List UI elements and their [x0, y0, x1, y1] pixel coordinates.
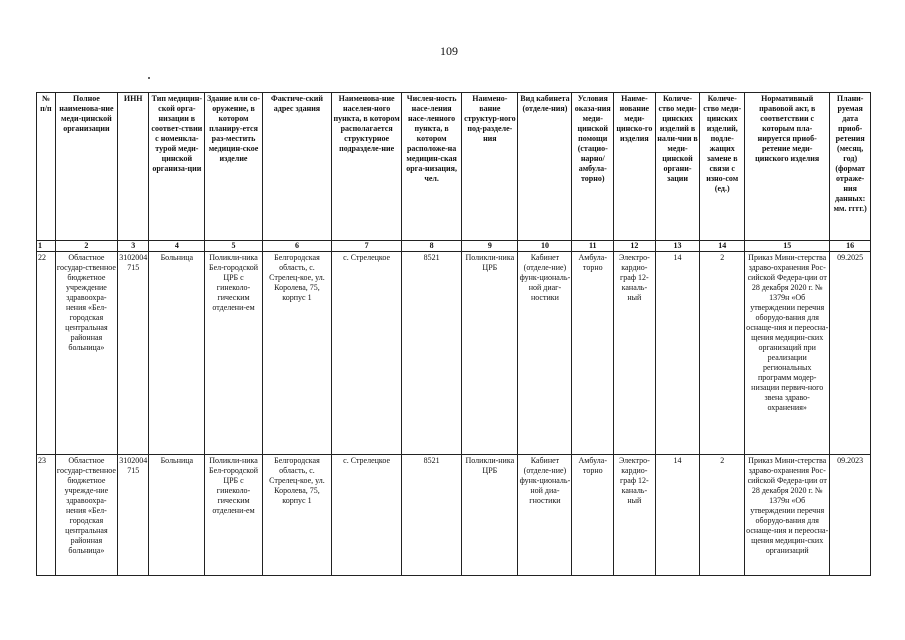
- table-row: [37, 455, 871, 576]
- building-cell: Поликли-ника Бел-городской ЦРБ с гинеколо-гическим отделени-ем: [205, 455, 262, 576]
- header-cell: Тип медицин-ской орга-низации в соответ-ствии с номенкла-турой меди-цинской организа-ции: [149, 93, 205, 241]
- header-cell: Наиме-нование меди-цинско-го изделия: [614, 93, 656, 241]
- header-cell: ИНН: [118, 93, 149, 241]
- population-cell: 8521: [401, 252, 461, 455]
- header-cell: Количе-ство меди-цинских изделий, подле-жащих замене в связи с изно-сом (ед.): [700, 93, 745, 241]
- header-cell: Наимено-вание структур-ного под-разделе-ния: [462, 93, 518, 241]
- page-number: 109: [440, 44, 458, 58]
- org-type-cell: Больница: [149, 252, 205, 455]
- table-row: [37, 252, 871, 455]
- header-cell: Плани-руемая дата приоб-ретения (месяц, год) (формат отраже-ния данных: мм. гггг.): [830, 93, 871, 241]
- row-number: 22: [37, 252, 56, 455]
- column-number: 10: [518, 241, 572, 252]
- settlement-cell: с. Стрелецкое: [332, 252, 402, 455]
- org-name-cell: Областное государ-ственное бюджетное учреждение здравоохра-нения «Бел-городская центральная районная больница»: [55, 252, 117, 455]
- column-number: 6: [262, 241, 332, 252]
- division-cell: Поликли-ника ЦРБ: [462, 455, 518, 576]
- device-cell: Электро-кардио-граф 12-каналь-ный: [614, 455, 656, 576]
- inn-cell: 3102004715: [118, 455, 149, 576]
- qty-available-cell: 14: [655, 252, 700, 455]
- inn-cell: 3102004715: [118, 252, 149, 455]
- header-cell: Нормативный правовой акт, в соответствии с которым пла-нируется приоб-ретение меди-цинского изделия: [745, 93, 830, 241]
- column-number: 14: [700, 241, 745, 252]
- column-number: 15: [745, 241, 830, 252]
- qty-available-cell: 14: [655, 455, 700, 576]
- settlement-cell: с. Стрелецкое: [332, 455, 402, 576]
- date-cell: 09.2023: [830, 455, 871, 576]
- header-cell: Условия оказа-ния меди-цинской помощи (стацио-нарно/ амбула-торно): [572, 93, 614, 241]
- column-number: 7: [332, 241, 402, 252]
- division-cell: Поликли-ника ЦРБ: [462, 252, 518, 455]
- header-row: [37, 93, 871, 241]
- header-cell: Наименова-ние населен-ного пункта, в котором располагается структурное подразделе-ние: [332, 93, 402, 241]
- org-name-cell: Областное государ-ственное бюджетное учрежде-ние здравоохра-нения «Бел-городская центральная районная больница»: [55, 455, 117, 576]
- column-number: 2: [55, 241, 117, 252]
- header-cell: Полное наименова-ние меди-цинской организации: [55, 93, 117, 241]
- qty-replace-cell: 2: [700, 252, 745, 455]
- address-cell: Белгородская область, с. Стрелец-кое, ул. Королева, 75, корпус 1: [262, 252, 332, 455]
- column-number: 1: [37, 241, 56, 252]
- conditions-cell: Амбула-торно: [572, 455, 614, 576]
- header-cell: Вид кабинета (отделе-ния): [518, 93, 572, 241]
- legal-act-cell: Приказ Мини-стерства здраво-охранения Рос-сийской Федера-ции от 28 декабря 2020 г. № 1379н «Об утверждении перечня оборудо-вания для оснаще-ния и переосна-щения медицин-ских организаций при реализации региональных программ модер-низации первич-ного звена здраво-охранения»: [745, 252, 830, 455]
- column-number: 16: [830, 241, 871, 252]
- header-cell: Здание или со-оружение, в котором планиру-ется раз-местить медицин-ское изделие: [205, 93, 262, 241]
- qty-replace-cell: 2: [700, 455, 745, 576]
- column-number: 8: [401, 241, 461, 252]
- column-number: 4: [149, 241, 205, 252]
- column-number: 9: [462, 241, 518, 252]
- header-cell: Количе-ство меди-цинских изделий в нали-чии в меди-цинской органи-зации: [655, 93, 700, 241]
- device-cell: Электро-кардио-граф 12-каналь-ный: [614, 252, 656, 455]
- equipment-table-container: [36, 92, 871, 576]
- cabinet-cell: Кабинет (отделе-ние) функ-циональ-ной диаг-ностики: [518, 252, 572, 455]
- population-cell: 8521: [401, 455, 461, 576]
- column-number: 5: [205, 241, 262, 252]
- building-cell: Поликли-ника Бел-городской ЦРБ с гинеколо-гическим отделени-ем: [205, 252, 262, 455]
- address-cell: Белгородская область, с. Стрелец-кое, ул. Королева, 75, корпус 1: [262, 455, 332, 576]
- header-cell: Числен-ность насе-ления насе-ленного пункта, в котором расположе-на медицин-ская орга-низация, чел.: [401, 93, 461, 241]
- cabinet-cell: Кабинет (отделе-ние) функ-циональ-ной диа-гностики: [518, 455, 572, 576]
- org-type-cell: Больница: [149, 455, 205, 576]
- date-cell: 09.2025: [830, 252, 871, 455]
- column-number: 3: [118, 241, 149, 252]
- column-number: 12: [614, 241, 656, 252]
- column-number: 13: [655, 241, 700, 252]
- column-number-row: [37, 241, 871, 252]
- conditions-cell: Амбула-торно: [572, 252, 614, 455]
- header-cell: Фактиче-ский адрес здания: [262, 93, 332, 241]
- row-number: 23: [37, 455, 56, 576]
- column-number: 11: [572, 241, 614, 252]
- equipment-table: [36, 92, 871, 576]
- scan-dot: [148, 77, 150, 79]
- header-cell: № п/п: [37, 93, 56, 241]
- legal-act-cell: Приказ Мини-стерства здраво-охранения Рос-сийской Федера-ции от 28 декабря 2020 г. № 1379н «Об утверждении перечня оборудо-вания для оснаще-ния и переосна-щения медицин-ских организаций: [745, 455, 830, 576]
